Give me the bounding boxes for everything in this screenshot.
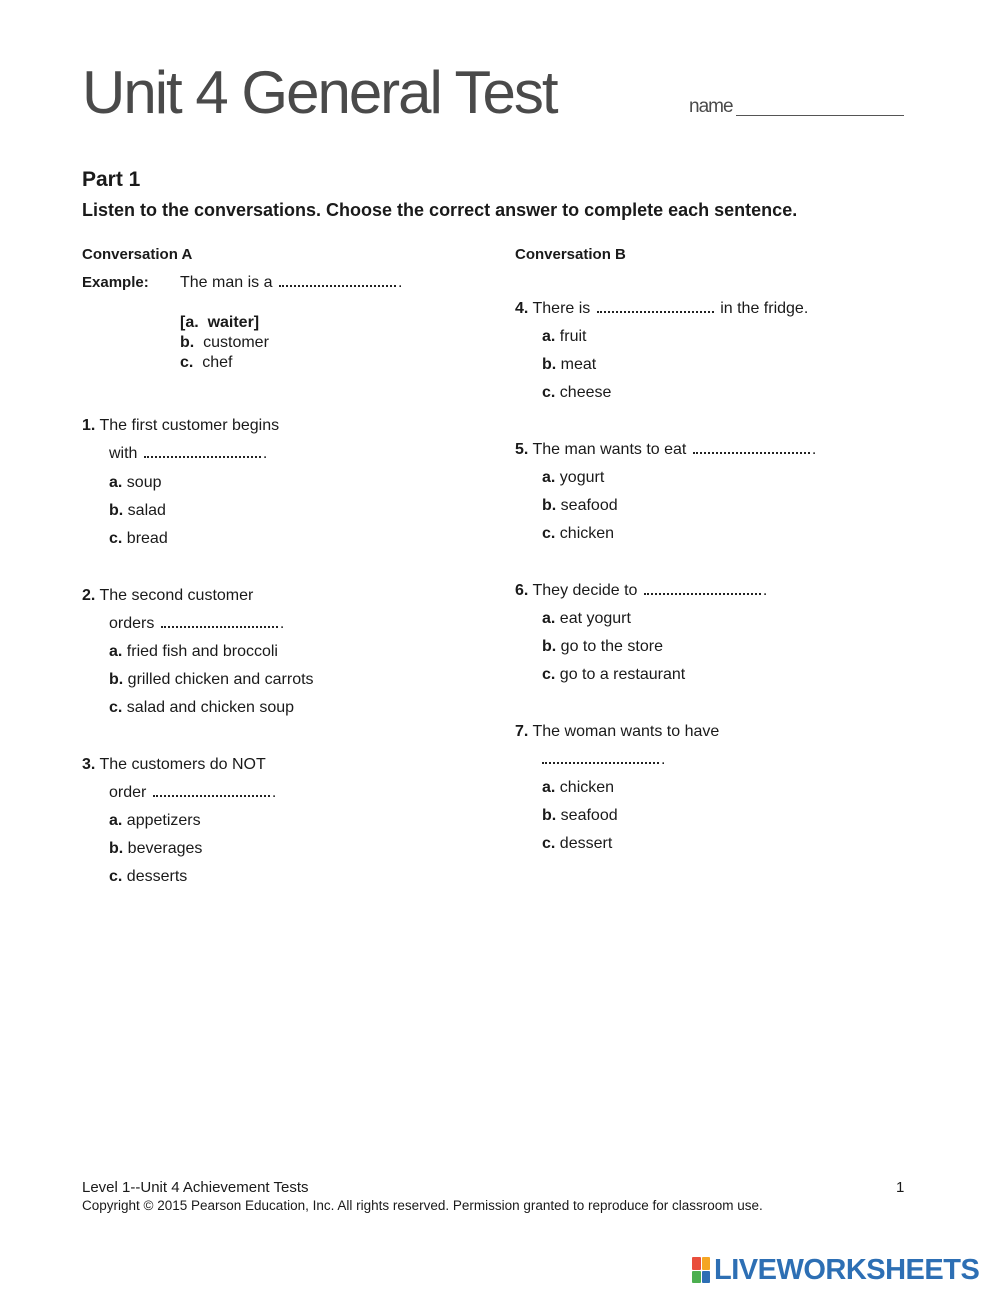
question-3-option-c[interactable]: c. desserts	[109, 868, 188, 885]
conversation-a-heading: Conversation A	[82, 246, 193, 263]
question-5-blank[interactable]	[693, 442, 810, 454]
example-option-a: [a. waiter]	[180, 314, 260, 331]
question-6-blank[interactable]	[644, 583, 761, 595]
question-3-option-a[interactable]: a. appetizers	[109, 812, 201, 829]
question-4-stem: 4. There is in the fridge.	[515, 300, 809, 317]
instructions: Listen to the conversations. Choose the correct answer to complete each sentence.	[82, 200, 798, 220]
question-5-option-a[interactable]: a. yogurt	[542, 469, 605, 486]
name-field[interactable]	[736, 115, 904, 116]
question-3-stem: 3. The customers do NOT	[82, 756, 266, 773]
example-option-b: b. customer	[180, 334, 269, 351]
question-1-option-a[interactable]: a. soup	[109, 474, 162, 491]
conversation-b-heading: Conversation B	[515, 246, 626, 263]
page-number: 1	[896, 1179, 905, 1196]
question-7-option-b[interactable]: b. seafood	[542, 807, 618, 824]
question-7-blank[interactable]	[542, 752, 659, 764]
question-6-option-c[interactable]: c. go to a restaurant	[542, 666, 686, 683]
question-4-option-c[interactable]: c. cheese	[542, 384, 612, 401]
question-5-stem: 5. The man wants to eat .	[515, 441, 817, 458]
question-2-option-b[interactable]: b. grilled chicken and carrots	[109, 671, 314, 688]
question-6-option-b[interactable]: b. go to the store	[542, 638, 663, 655]
question-1-option-c[interactable]: c. bread	[109, 530, 168, 547]
question-6-option-a[interactable]: a. eat yogurt	[542, 610, 631, 627]
question-4-option-a[interactable]: a. fruit	[542, 328, 587, 345]
brand-text: LIVEWORKSHEETS	[714, 1253, 980, 1286]
example-label: Example:	[82, 274, 149, 291]
test-title: Unit 4 General Test	[82, 59, 557, 126]
example-stem-text: The man is a	[180, 274, 273, 291]
example-stem: The man is a .	[180, 274, 403, 291]
question-3-line2: order .	[109, 784, 277, 801]
footer-level: Level 1--Unit 4 Achievement Tests	[82, 1179, 309, 1196]
name-label: name	[689, 96, 733, 117]
question-2-line2: orders .	[109, 615, 285, 632]
question-7-line2: .	[540, 751, 665, 769]
question-7-option-c[interactable]: c. dessert	[542, 835, 613, 852]
question-1-line2: with .	[109, 445, 268, 462]
part-title: Part 1	[82, 168, 141, 191]
question-5-option-b[interactable]: b. seafood	[542, 497, 618, 514]
question-2-option-a[interactable]: a. fried fish and broccoli	[109, 643, 278, 660]
question-4-blank[interactable]	[597, 301, 714, 313]
question-2-blank[interactable]	[161, 616, 278, 628]
question-7-stem: 7. The woman wants to have	[515, 723, 720, 740]
question-1-blank[interactable]	[144, 446, 261, 458]
question-2-option-c[interactable]: c. salad and chicken soup	[109, 699, 295, 716]
example-blank	[279, 275, 396, 287]
footer-copyright: Copyright © 2015 Pearson Education, Inc. All rights reserved. Permission granted to reproduce for classroom use.	[82, 1198, 763, 1213]
liveworksheets-logo[interactable]	[692, 1253, 979, 1287]
question-3-blank[interactable]	[153, 785, 270, 797]
question-5-option-c[interactable]: c. chicken	[542, 525, 615, 542]
question-2-stem: 2. The second customer	[82, 587, 254, 604]
question-1-stem: 1. The first customer begins	[82, 417, 280, 434]
question-7-option-a[interactable]: a. chicken	[542, 779, 615, 796]
question-1-option-b[interactable]: b. salad	[109, 502, 166, 519]
question-3-option-b[interactable]: b. beverages	[109, 840, 203, 857]
question-6-stem: 6. They decide to .	[515, 582, 768, 599]
liveworksheets-icon	[692, 1257, 710, 1283]
question-4-option-b[interactable]: b. meat	[542, 356, 597, 373]
example-option-c: c. chef	[180, 354, 233, 371]
